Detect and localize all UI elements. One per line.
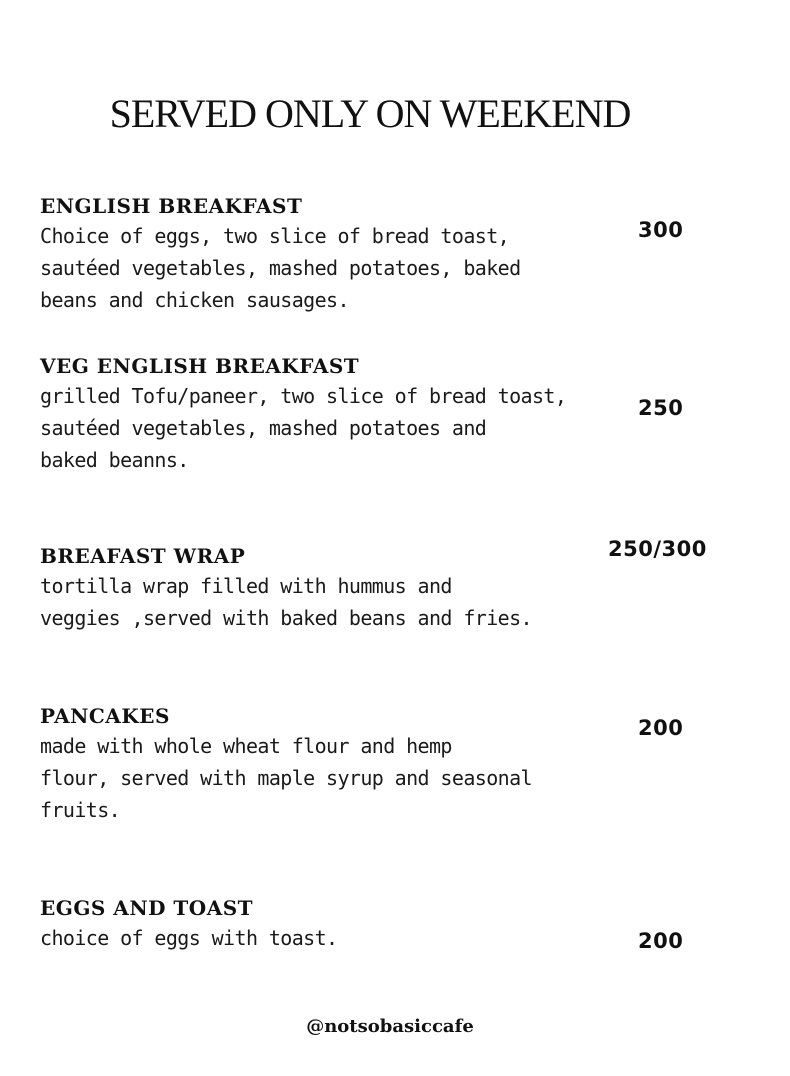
item-price: 250 — [638, 396, 684, 420]
menu-item-veg-english-breakfast — [40, 352, 620, 476]
item-description: choice of eggs with toast. — [40, 926, 338, 950]
item-description: tortilla wrap filled with hummus and veggies ,served with baked beans and fries. — [40, 574, 532, 630]
item-price: 200 — [638, 929, 684, 953]
item-description: made with whole wheat flour and hemp flour, served with maple syrup and seasonal fruits. — [40, 734, 532, 822]
item-description: grilled Tofu/paneer, two slice of bread toast, sautéed vegetables, mashed potatoes and baked beanns. — [40, 384, 567, 472]
item-description: Choice of eggs, two slice of bread toast, sautéed vegetables, mashed potatoes, baked beans and chicken sausages. — [40, 224, 521, 312]
menu-title: SERVED ONLY ON WEEKEND — [109, 91, 631, 136]
menu-item-breafast-wrap — [40, 542, 620, 634]
item-name: BREAFAST WRAP — [40, 544, 246, 568]
menu-item-pancakes — [40, 702, 620, 826]
item-name: ENGLISH BREAKFAST — [40, 194, 303, 218]
item-name: PANCAKES — [40, 704, 170, 728]
item-name: EGGS AND TOAST — [40, 896, 254, 920]
menu-item-eggs-and-toast — [40, 894, 620, 954]
item-price: 300 — [638, 218, 684, 242]
social-handle: @notsobasiccafe — [306, 1016, 474, 1037]
menu-item-english-breakfast — [40, 192, 620, 316]
item-price: 200 — [638, 716, 684, 740]
item-name: VEG ENGLISH BREAKFAST — [40, 354, 360, 378]
item-price: 250/300 — [608, 537, 707, 561]
